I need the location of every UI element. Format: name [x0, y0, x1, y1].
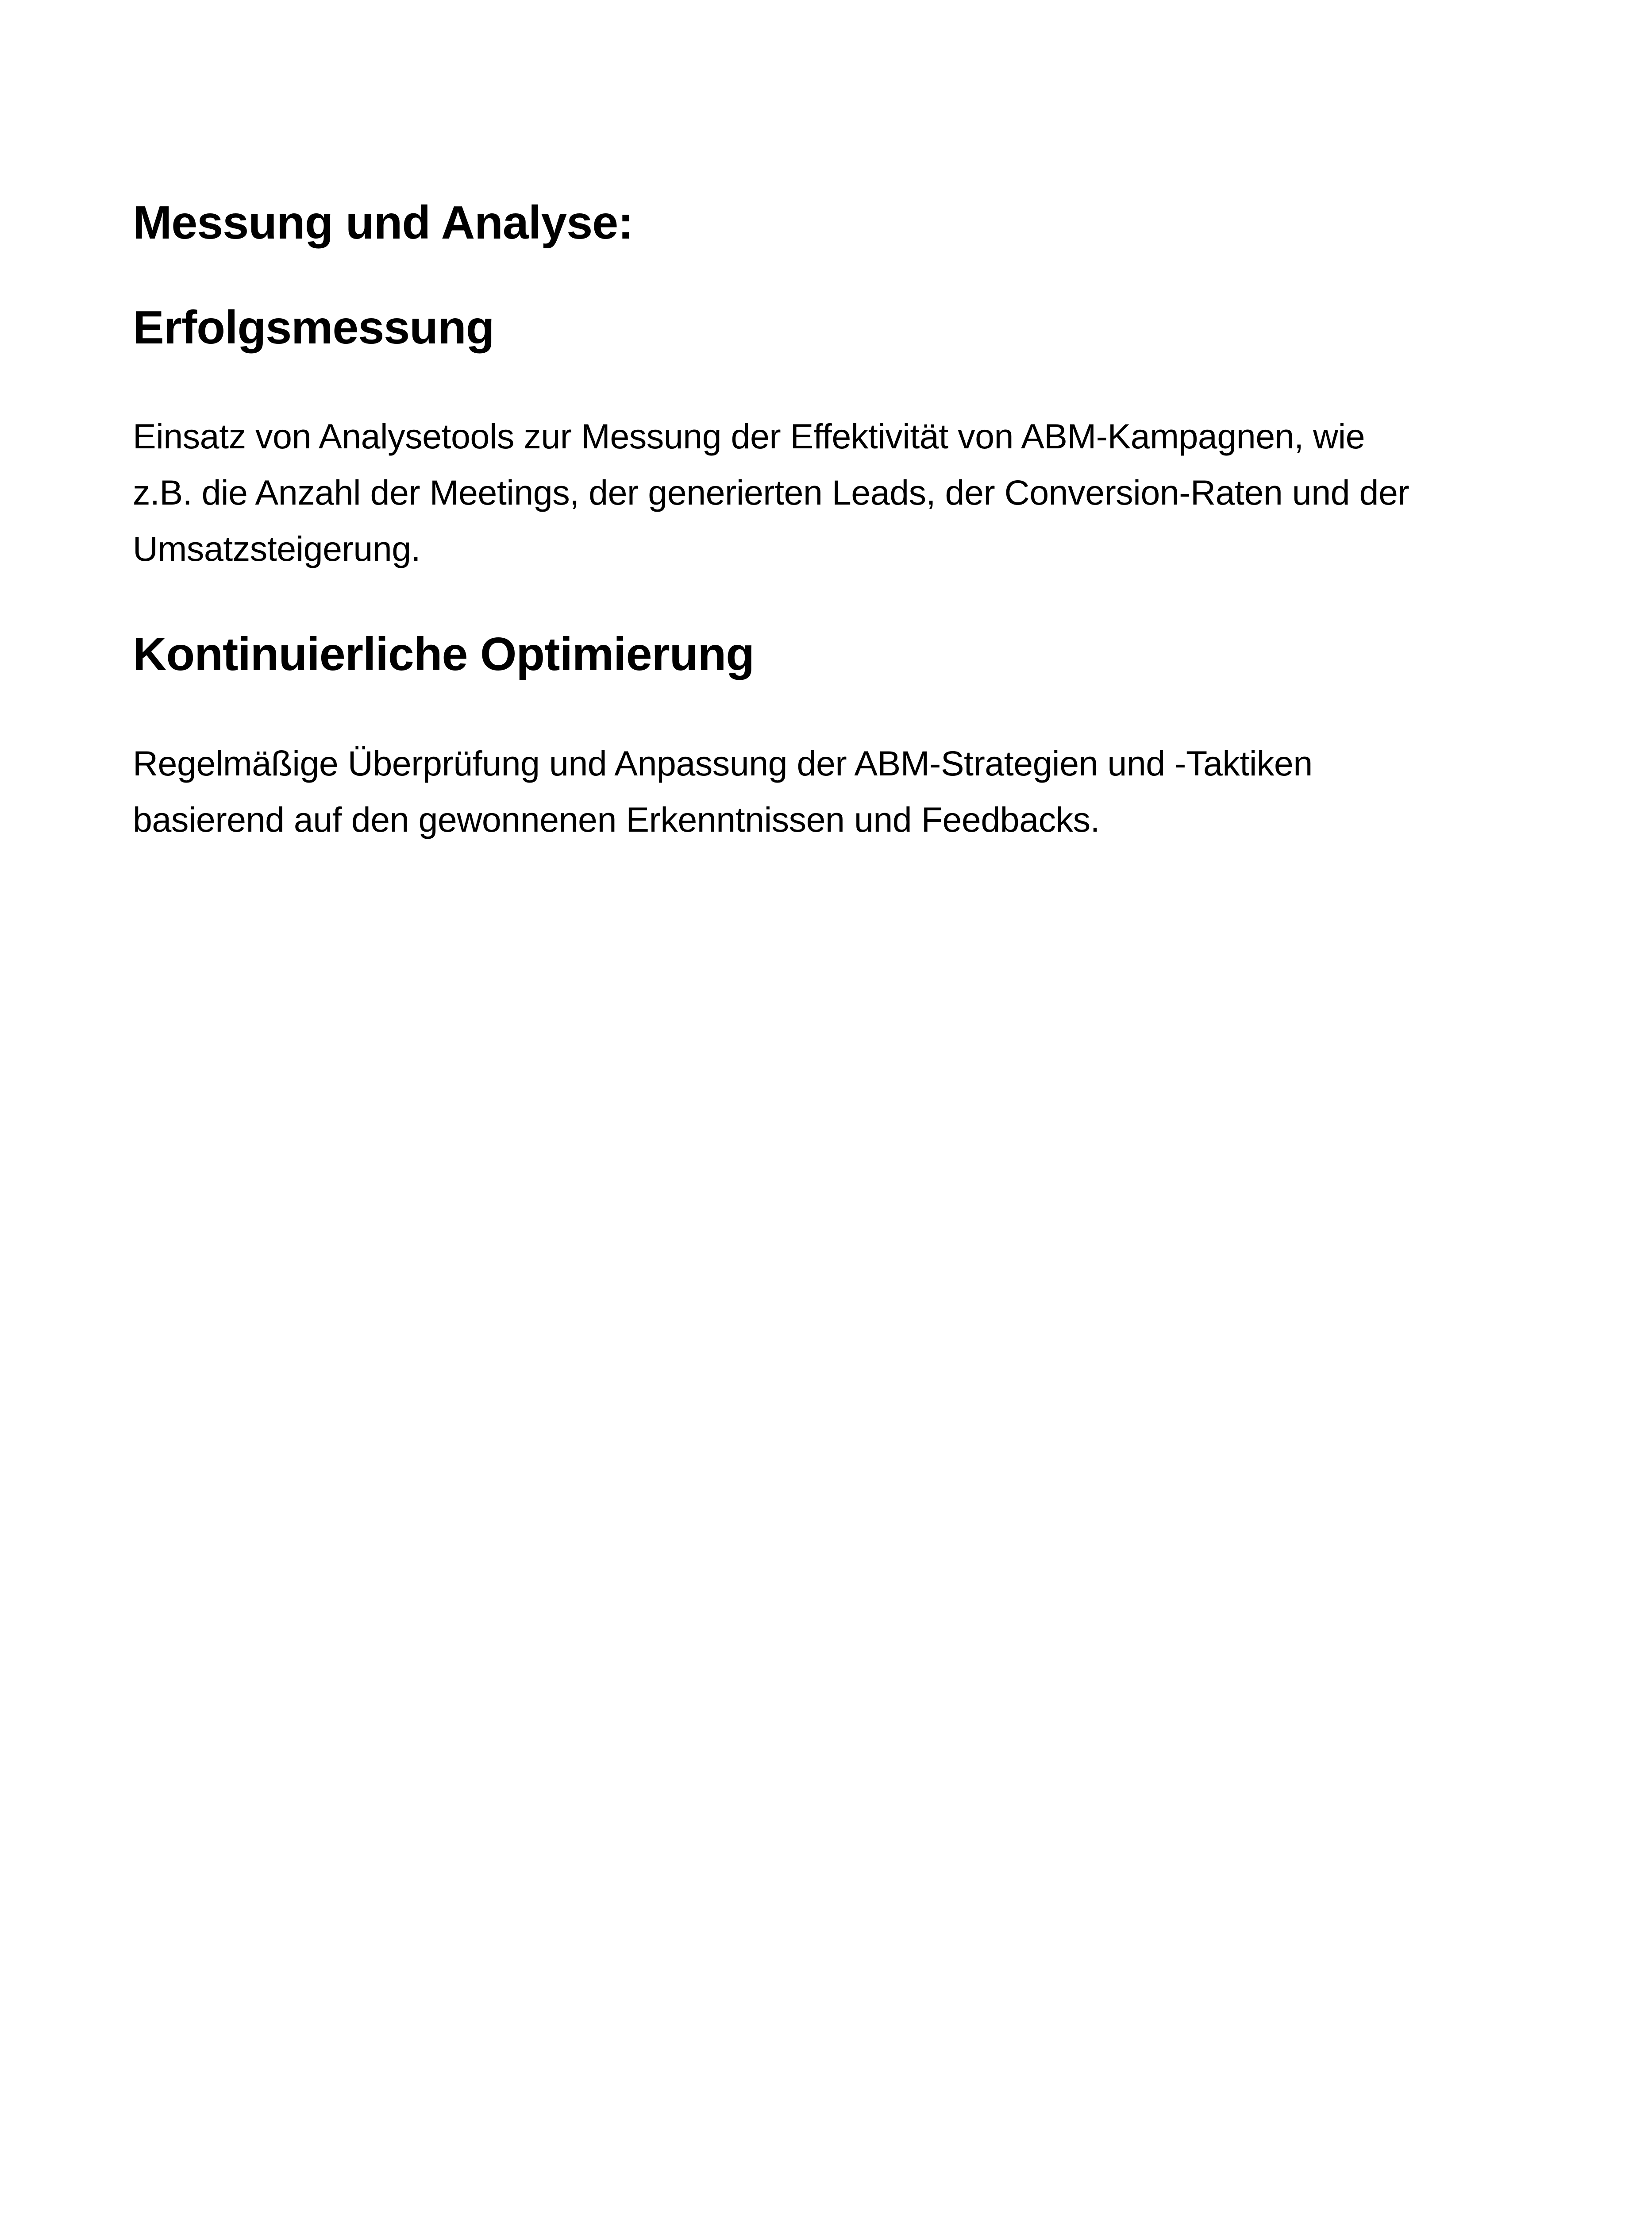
- heading-kontinuierliche-optimierung: Kontinuierliche Optimierung: [133, 628, 755, 681]
- heading-erfolgsmessung: Erfolgsmessung: [133, 301, 494, 354]
- spacer: [133, 356, 1527, 408]
- spacer: [133, 577, 1527, 626]
- paragraph-kontinuierliche-optimierung: [133, 735, 1527, 848]
- paragraph-erfolgsmessung: [133, 408, 1527, 577]
- text-line: basierend auf den gewonnenen Erkenntnissen und Feedbacks.: [133, 799, 1100, 839]
- spacer: [133, 683, 1527, 735]
- text-line: z.B. die Anzahl der Meetings, der generierten Leads, der Conversion-Raten und der: [133, 473, 1409, 513]
- section-title: Messung und Analyse:: [133, 197, 633, 249]
- page-content: [133, 195, 1527, 848]
- text-line: Umsatzsteigerung.: [133, 529, 421, 569]
- text-line: Einsatz von Analysetools zur Messung der Effektivität von ABM-Kampagnen, wie: [133, 416, 1365, 456]
- text-line: Regelmäßige Überprüfung und Anpassung der ABM-Strategien und -Taktiken: [133, 743, 1313, 783]
- spacer: [133, 251, 1527, 300]
